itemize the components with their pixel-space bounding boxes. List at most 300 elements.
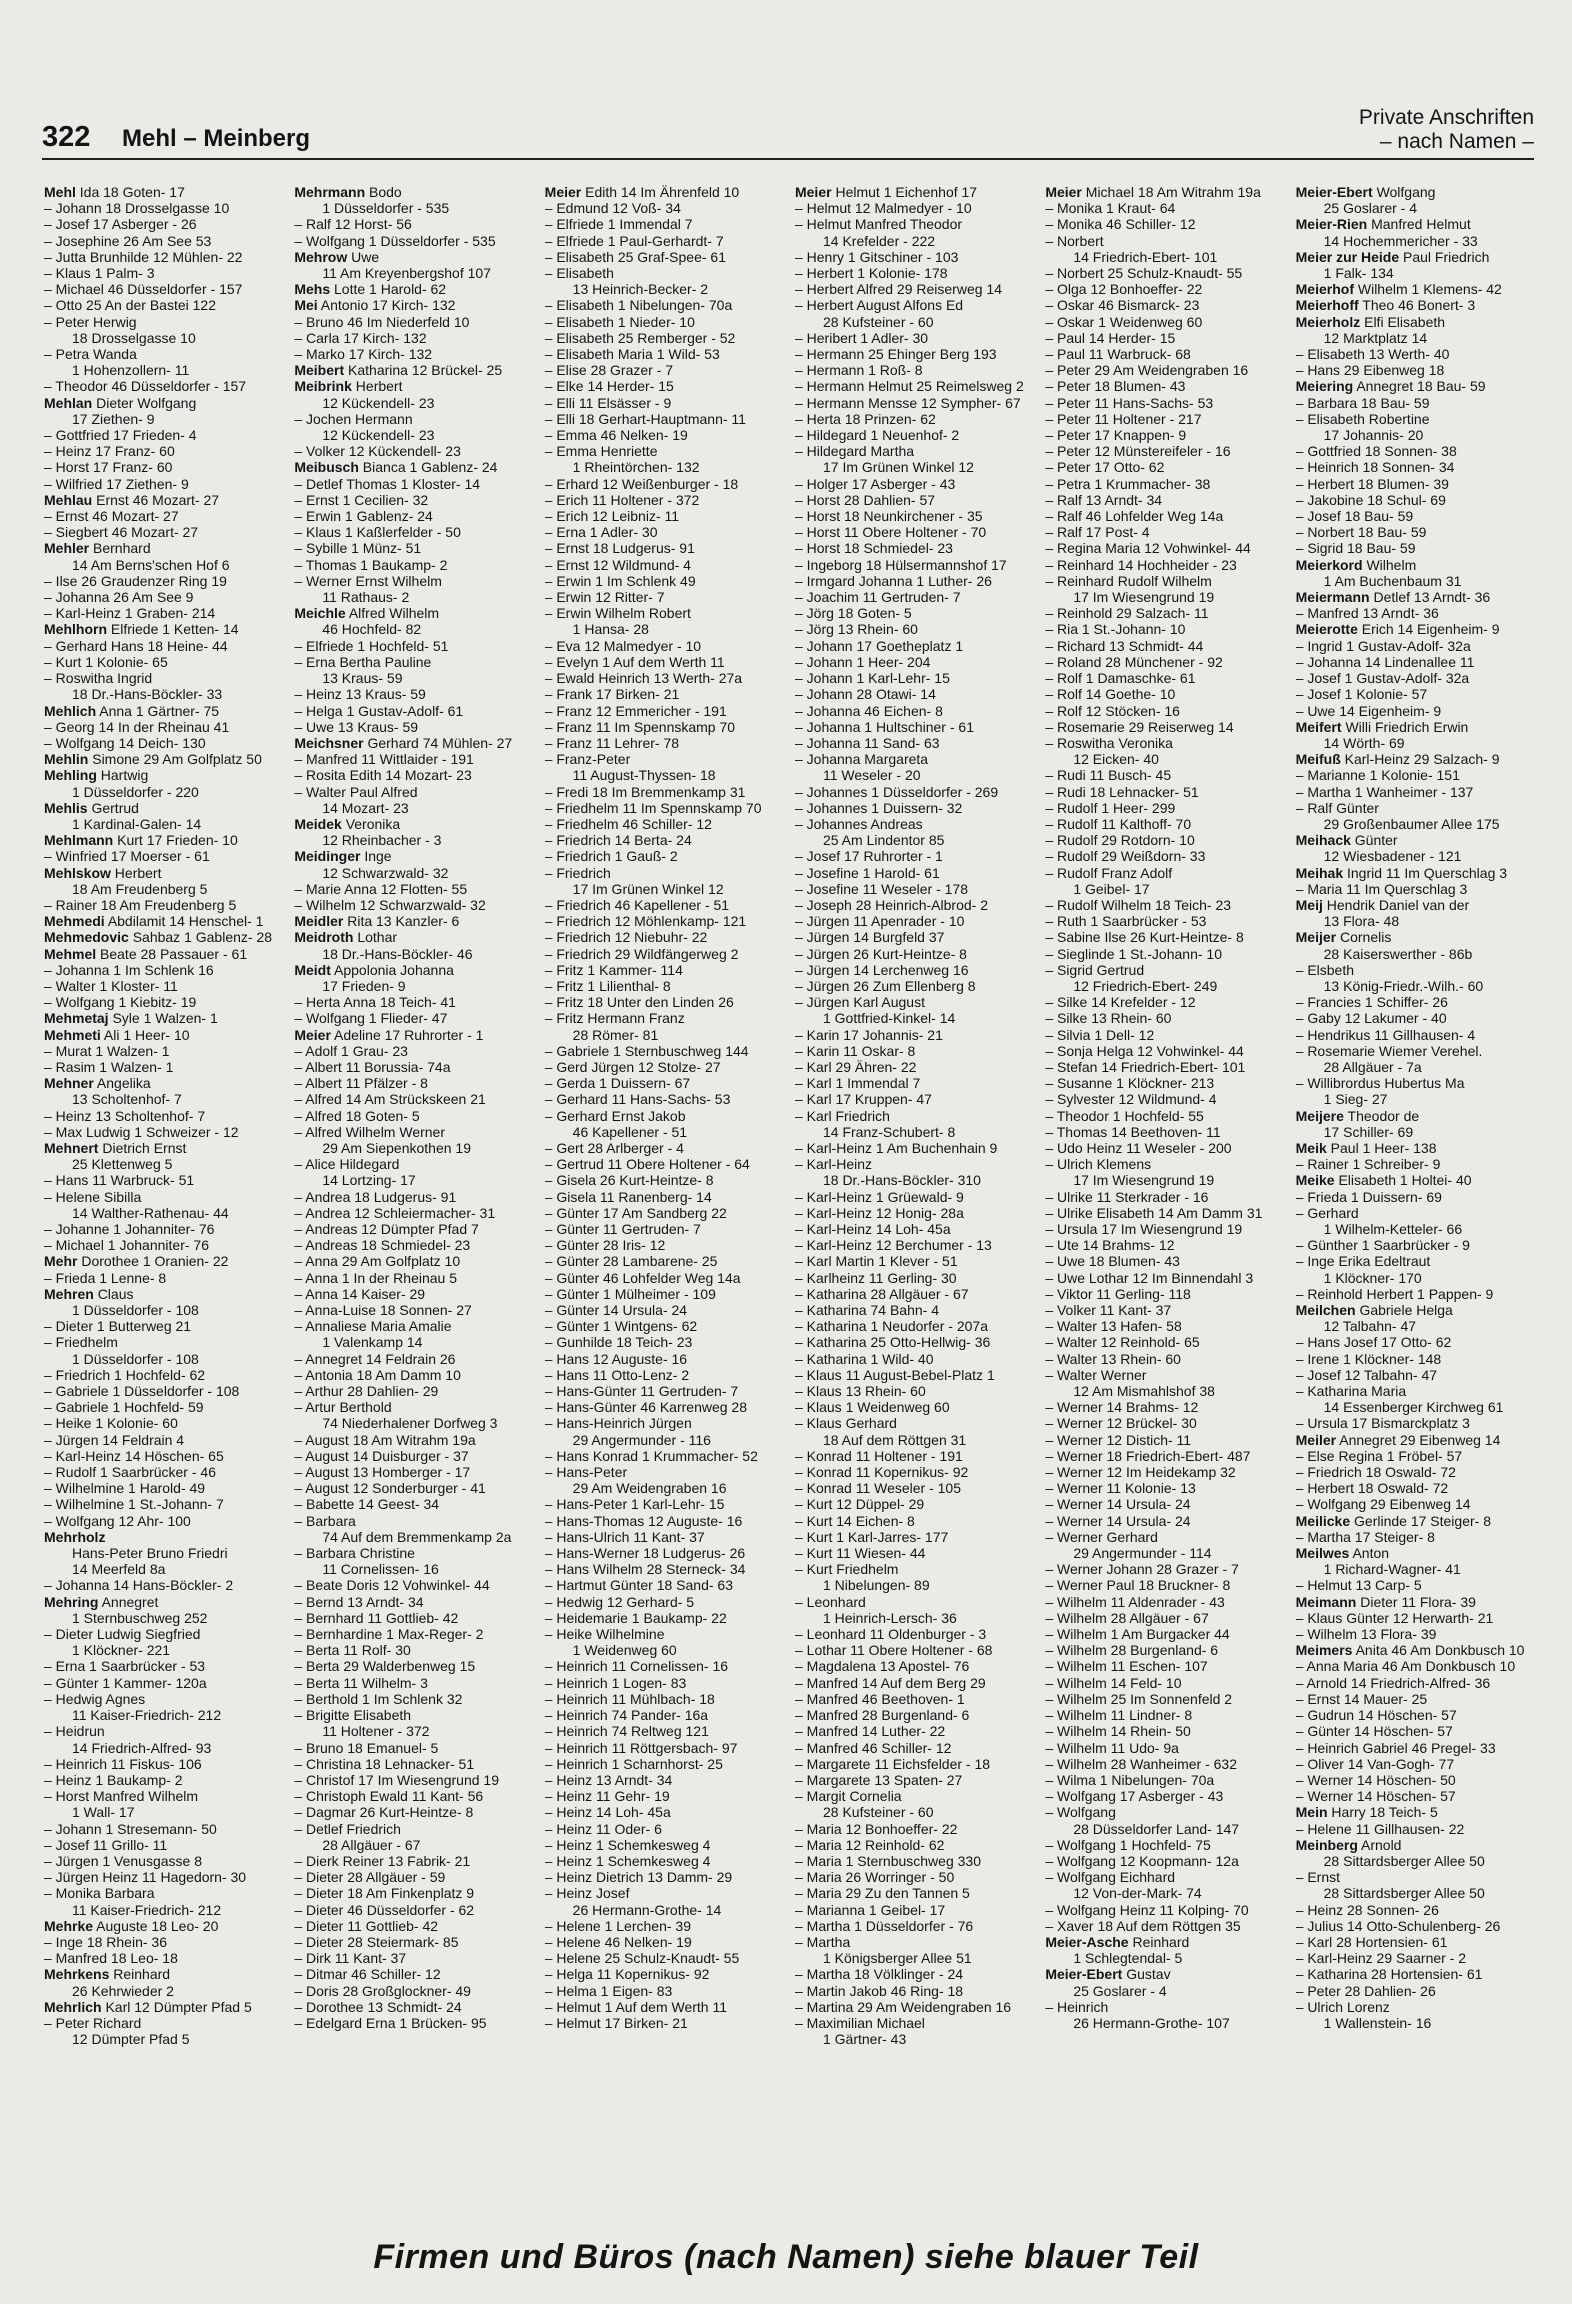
entry-text: – Inge Erika Edeltraut	[1295, 1253, 1431, 1270]
directory-entry	[294, 703, 534, 719]
directory-entry	[294, 978, 534, 994]
entry-text: 11 Kaiser-Friedrich- 212	[72, 1707, 222, 1724]
directory-entry	[294, 2015, 534, 2031]
entry-text: – Wilhelm 11 Eschen- 107	[1045, 1658, 1208, 1675]
entry-text: – Margarete 13 Spaten- 27	[794, 1771, 963, 1788]
directory-entry	[795, 1302, 1035, 1318]
entry-text: – Karl-Heinz	[794, 1156, 873, 1173]
entry-text: – Berta 11 Wilhelm- 3	[294, 1674, 428, 1691]
entry-text: Dorothee 1 Oranien- 22	[81, 1253, 229, 1270]
entry-text: – Werner Johann 28 Grazer - 7	[1045, 1561, 1239, 1578]
directory-entry	[795, 832, 1035, 848]
entry-text: – Martha 18 Völklinger - 24	[794, 1966, 964, 1983]
entry-text: – Otto 25 An der Bastei 122	[44, 297, 217, 314]
entry-text: – Else Regina 1 Fröbel- 57	[1295, 1447, 1463, 1464]
entry-text: – Albert 11 Pfälzer - 8	[294, 1075, 428, 1092]
directory-entry	[795, 1804, 1035, 1820]
directory-entry	[1045, 1221, 1285, 1237]
directory-entry	[1045, 1853, 1285, 1869]
directory-entry	[294, 962, 534, 978]
entry-text: 46 Kapellener - 51	[572, 1123, 688, 1140]
entry-text: 18 Dr.-Hans-Böckler- 46	[322, 945, 473, 962]
entry-text: – Elise 28 Grazer - 7	[544, 362, 674, 379]
directory-entry	[44, 605, 284, 621]
entry-text: – Katharina 28 Allgäuer - 67	[794, 1285, 969, 1302]
directory-entry	[795, 865, 1035, 881]
directory-entry	[545, 427, 785, 443]
entry-text: – Andreas 12 Dümpter Pfad 7	[294, 1221, 479, 1237]
entry-text: – Erhard 12 Weißenburger - 18	[544, 475, 739, 492]
directory-entry	[795, 1577, 1035, 1593]
surname: Mehrow	[294, 248, 348, 265]
entry-text: – Karin 17 Johannis- 21	[794, 1026, 943, 1043]
entry-text: – Franz 12 Emmericher - 191	[544, 702, 727, 719]
entry-text: Ernst 46 Mozart- 27	[96, 491, 220, 508]
entry-text: Auguste 18 Leo- 20	[96, 1917, 219, 1934]
entry-text: – Gabriele 1 Düsseldorfer - 108	[44, 1383, 240, 1400]
directory-entry	[1045, 735, 1285, 751]
entry-text: – Marko 17 Kirch- 132	[294, 346, 433, 363]
entry-text: 28 Kaiserswerther - 86b	[1323, 945, 1473, 962]
entry-text: – Johann 1 Heer- 204	[794, 653, 931, 670]
entry-text: – Winfried 17 Moerser - 61	[44, 848, 210, 865]
entry-text: – Ralf 17 Post- 4	[1045, 524, 1150, 541]
entry-text: 1 Schlegtendal- 5	[1073, 1950, 1183, 1967]
entry-text: – Ute 14 Brahms- 12	[1045, 1237, 1175, 1254]
entry-text: – Johanna 1 Im Schlenk 16	[44, 961, 214, 978]
directory-entry	[1296, 1221, 1536, 1237]
entry-text: 12 Talbahn- 47	[1323, 1318, 1417, 1335]
directory-entry	[294, 670, 534, 686]
directory-entry	[294, 1027, 534, 1043]
directory-entry	[294, 524, 534, 540]
entry-text: – Dieter 28 Allgäuer - 59	[294, 1869, 446, 1886]
entry-text: – Norbert 18 Bau- 59	[1295, 524, 1427, 541]
directory-entry	[294, 1464, 534, 1480]
entry-text: 1 Valenkamp 14	[322, 1334, 423, 1351]
directory-entry	[44, 459, 284, 475]
directory-entry	[795, 1043, 1035, 1059]
directory-entry	[1296, 962, 1536, 978]
directory-entry	[1296, 751, 1536, 767]
directory-entry	[1296, 443, 1536, 459]
directory-entry	[294, 1399, 534, 1415]
entry-text: – Dierk Reiner 13 Fabrik- 21	[294, 1852, 471, 1869]
directory-entry	[545, 1999, 785, 2015]
directory-entry	[1296, 1966, 1536, 1982]
entry-text: – Lothar 11 Obere Holtener - 68	[794, 1642, 993, 1659]
directory-entry	[1045, 994, 1285, 1010]
entry-text: – Martha 17 Steiger- 8	[1295, 1528, 1435, 1545]
directory-entry	[545, 346, 785, 362]
directory-entry	[795, 1334, 1035, 1350]
entry-text: – Peter 17 Otto- 62	[1045, 459, 1165, 476]
surname: Meidt	[294, 961, 331, 978]
directory-entry	[44, 492, 284, 508]
directory-entry	[44, 865, 284, 881]
entry-text: – Gerd Jürgen 12 Stolze- 27	[544, 1058, 721, 1075]
entry-text: – Silke 13 Rhein- 60	[1045, 1010, 1172, 1027]
directory-entry	[1045, 1189, 1285, 1205]
entry-text: 11 Am Kreyenbergshof 107	[322, 265, 491, 282]
entry-text: – Heinz 17 Franz- 60	[44, 443, 175, 460]
directory-entry	[1296, 1594, 1536, 1610]
directory-entry	[795, 670, 1035, 686]
directory-entry	[1296, 314, 1536, 330]
entry-text: – Elfriede 1 Immendal 7	[544, 216, 693, 233]
entry-text: – Wilhelm 28 Wanheimer - 632	[1045, 1755, 1237, 1772]
directory-entry	[1045, 1610, 1285, 1626]
directory-entry	[294, 767, 534, 783]
directory-entry	[545, 994, 785, 1010]
directory-entry	[1045, 1318, 1285, 1334]
directory-entry	[795, 978, 1035, 994]
entry-text: – Johanna 14 Hans-Böckler- 2	[44, 1577, 234, 1594]
entry-text: – Rasim 1 Walzen- 1	[44, 1058, 174, 1075]
surname: Meiermann	[1295, 589, 1370, 606]
entry-text: – Rudi 18 Lehnacker- 51	[1045, 783, 1199, 800]
directory-entry	[1296, 1756, 1536, 1772]
directory-entry	[294, 1545, 534, 1561]
entry-text: – Martha 1 Wanheimer - 137	[1295, 783, 1474, 800]
entry-text: – Karin 11 Oskar- 8	[794, 1042, 916, 1059]
entry-text: – Katharina Maria	[1295, 1383, 1407, 1400]
surname: Meierotte	[1295, 621, 1358, 638]
entry-text: – Heinrich 11 Röttgersbach- 97	[544, 1739, 738, 1756]
directory-entry	[44, 1804, 284, 1820]
entry-text: 1 Wallenstein- 16	[1323, 2014, 1432, 2031]
directory-entry	[545, 605, 785, 621]
directory-entry	[795, 540, 1035, 556]
entry-text: – Peter 28 Dahlien- 26	[1295, 1982, 1436, 1999]
entry-text: Gabriele Helga	[1359, 1302, 1453, 1319]
entry-text: – Manfred 46 Schiller- 12	[794, 1739, 952, 1756]
directory-entry	[545, 1821, 785, 1837]
directory-entry	[1296, 492, 1536, 508]
entry-text: – Doris 28 Großglockner- 49	[294, 1982, 471, 1999]
directory-entry	[545, 200, 785, 216]
entry-text: 12 Schwarzwald- 32	[322, 864, 449, 881]
entry-text: 17 Im Wiesengrund 19	[1073, 589, 1215, 606]
directory-entry	[44, 1740, 284, 1756]
entry-text: – Johanna 1 Hultschiner - 61	[794, 718, 974, 735]
directory-entry	[1296, 832, 1536, 848]
entry-text: Theodor de	[1347, 1107, 1420, 1124]
entry-text: – Irene 1 Klöckner- 148	[1295, 1350, 1442, 1367]
directory-entry	[1296, 1253, 1536, 1269]
entry-text: – Jochen Hermann	[294, 410, 413, 427]
directory-entry	[545, 1513, 785, 1529]
directory-entry	[44, 946, 284, 962]
entry-text: – Walter 13 Rhein- 60	[1045, 1350, 1181, 1367]
entry-text: – Gerda 1 Duissern- 67	[544, 1075, 691, 1092]
surname: Mehr	[44, 1253, 78, 1270]
surname: Mehlau	[44, 491, 93, 508]
directory-entry	[294, 913, 534, 929]
surname: Mehren	[44, 1285, 94, 1302]
surname: Meierholz	[1295, 313, 1361, 330]
entry-text: – Rainer 18 Am Freudenberg 5	[44, 896, 237, 913]
entry-text: – Klaus 1 Kaßlerfelder - 50	[294, 524, 461, 541]
entry-text: Gerlinde 17 Steiger- 8	[1354, 1512, 1491, 1529]
directory-entry	[1045, 1675, 1285, 1691]
entry-text: Inge	[364, 848, 392, 865]
entry-text: – Gerhard Hans 18 Heine- 44	[44, 637, 228, 654]
surname: Mehmeti	[44, 1026, 101, 1043]
entry-text: – Rosemarie 29 Reiserweg 14	[1045, 718, 1234, 735]
surname: Meichsner	[294, 734, 364, 751]
directory-entry	[545, 1626, 785, 1642]
entry-text: 1 Hohenzollern- 11	[72, 362, 190, 379]
entry-text: – Maximilian Michael	[794, 2014, 925, 2031]
entry-text: 14 Meerfeld 8a	[72, 1561, 166, 1578]
entry-text: – Andrea 12 Schleiermacher- 31	[294, 1204, 496, 1221]
surname: Meijere	[1295, 1107, 1344, 1124]
entry-text: Dieter Wolfgang	[96, 394, 197, 411]
entry-text: – Horst 28 Dahlien- 57	[794, 491, 936, 508]
directory-entry	[1296, 703, 1536, 719]
directory-entry	[545, 978, 785, 994]
entry-text: – Jürgen 26 Kurt-Heintze- 8	[794, 945, 967, 962]
directory-entry	[1045, 703, 1285, 719]
directory-entry	[44, 621, 284, 637]
directory-entry	[1296, 395, 1536, 411]
entry-text: – Heinrich	[1045, 1998, 1109, 2015]
directory-entry	[1296, 1399, 1536, 1415]
directory-entry	[795, 1448, 1035, 1464]
name-range: Mehl – Meinberg	[122, 125, 311, 152]
directory-entry	[1045, 459, 1285, 475]
directory-entry	[1045, 1902, 1285, 1918]
surname: Mehler	[44, 540, 90, 557]
directory-entry	[294, 1529, 534, 1545]
entry-text: – Horst 18 Neunkirchener - 35	[794, 508, 983, 525]
entry-text: 25 Am Lindentor 85	[822, 832, 945, 849]
directory-entry	[1296, 427, 1536, 443]
directory-entry	[795, 1723, 1035, 1739]
entry-text: – Roswitha Veronika	[1045, 734, 1173, 751]
entry-text: 25 Klettenweg 5	[72, 1156, 173, 1173]
directory-entry	[44, 1837, 284, 1853]
entry-text: – Ernst 12 Wildmund- 4	[544, 556, 691, 573]
entry-text: – Katharina 1 Wild- 40	[794, 1350, 934, 1367]
directory-entry	[1296, 897, 1536, 913]
entry-text: Bodo	[369, 184, 402, 200]
entry-text: – Wilfried 17 Ziethen- 9	[44, 475, 189, 492]
directory-entry	[1296, 654, 1536, 670]
directory-entry	[545, 848, 785, 864]
entry-text: Bernhard	[93, 540, 151, 557]
entry-text: – Peter 18 Blumen- 43	[1045, 378, 1186, 395]
directory-entry	[1296, 1448, 1536, 1464]
entry-text: – Uwe Lothar 12 Im Binnendahl 3	[1045, 1269, 1254, 1286]
directory-entry	[545, 281, 785, 297]
directory-entry	[294, 1270, 534, 1286]
entry-text: 12 Marktplatz 14	[1323, 329, 1428, 346]
entry-text: – Walter 12 Reinhold- 65	[1045, 1334, 1200, 1351]
directory-entry	[44, 540, 284, 556]
entry-text: – Heinrich 1 Scharnhorst- 25	[544, 1755, 723, 1772]
entry-text: – Günter 1 Mülheimer - 109	[544, 1285, 716, 1302]
directory-entry	[1045, 362, 1285, 378]
directory-entry	[294, 411, 534, 427]
directory-entry	[44, 411, 284, 427]
directory-entry	[1296, 378, 1536, 394]
directory-entry	[795, 1756, 1035, 1772]
entry-text: Alfred Wilhelm	[348, 605, 440, 622]
directory-entry	[1296, 1675, 1536, 1691]
directory-entry	[1296, 281, 1536, 297]
entry-text: – Elisabeth 25 Remberger - 52	[544, 329, 736, 346]
directory-entry	[545, 1383, 785, 1399]
entry-text: – Karl-Heinz 14 Höschen- 65	[44, 1447, 224, 1464]
entry-text: – Heinrich 11 Cornelissen- 16	[544, 1658, 729, 1675]
entry-text: – Jakobine 18 Schul- 69	[1295, 491, 1446, 508]
surname: Meilwes	[1295, 1545, 1350, 1562]
entry-text: – Hans-Thomas 12 Auguste- 16	[544, 1512, 743, 1529]
entry-text: – Josefine 11 Weseler - 178	[794, 880, 969, 897]
entry-text: – Frieda 1 Lenne- 8	[44, 1269, 167, 1286]
entry-text: 25 Goslarer - 4	[1073, 1982, 1167, 1999]
entry-text: – Dieter 28 Steiermark- 85	[294, 1933, 459, 1950]
directory-entry	[44, 1545, 284, 1561]
entry-text: – Elfriede 1 Paul-Gerhardt- 7	[544, 232, 724, 249]
directory-entry	[294, 1189, 534, 1205]
entry-text: – Franz-Peter	[544, 751, 631, 768]
entry-text: 17 Im Grünen Winkel 12	[572, 880, 724, 897]
entry-text: – Manfred 18 Leo- 18	[44, 1950, 178, 1967]
directory-entry	[1296, 1415, 1536, 1431]
entry-text: – Friedrich 29 Wildfängerweg 2	[544, 945, 739, 962]
entry-text: – Wilhelm 14 Feld- 10	[1045, 1674, 1182, 1691]
entry-text: – Volker 11 Kant- 37	[1045, 1302, 1172, 1319]
entry-text: Gertrud	[91, 799, 139, 816]
directory-entry	[44, 1675, 284, 1691]
directory-entry	[294, 314, 534, 330]
entry-text: – Babette 14 Geest- 34	[294, 1496, 440, 1513]
entry-text: – Annegret 14 Feldrain 26	[294, 1350, 456, 1367]
entry-text: – Friedhelm 11 Im Spennskamp 70	[544, 799, 762, 816]
directory-entry	[545, 249, 785, 265]
directory-entry	[545, 184, 785, 200]
entry-text: – Maria 26 Worringer - 50	[794, 1869, 955, 1886]
directory-entry	[545, 654, 785, 670]
directory-entry	[795, 946, 1035, 962]
directory-entry	[1045, 1432, 1285, 1448]
directory-entry	[545, 459, 785, 475]
entry-text: – Wilhelm 11 Udo- 9a	[1045, 1739, 1179, 1756]
directory-entry	[795, 1010, 1035, 1026]
directory-entry	[1045, 1415, 1285, 1431]
directory-entry	[1045, 1594, 1285, 1610]
directory-entry	[795, 1513, 1035, 1529]
directory-entry	[294, 1756, 534, 1772]
entry-text: 12 Friedrich-Ebert- 249	[1073, 977, 1218, 994]
entry-text: – Barbara 18 Bau- 59	[1295, 394, 1430, 411]
directory-entry	[1296, 508, 1536, 524]
directory-entry	[294, 1302, 534, 1318]
directory-entry	[44, 686, 284, 702]
entry-text: 1 Kardinal-Galen- 14	[72, 815, 202, 832]
entry-text: – Helene 1 Lerchen- 39	[544, 1917, 691, 1934]
directory-entry	[294, 427, 534, 443]
entry-text: 28 Sittardsberger Allee 50	[1323, 1885, 1485, 1902]
entry-text: – Erwin 12 Ritter- 7	[544, 589, 665, 606]
directory-entry	[795, 557, 1035, 573]
entry-text: – Beate Doris 12 Vohwinkel- 44	[294, 1577, 490, 1594]
surname: Mehmedi	[44, 913, 105, 930]
directory-entry	[545, 816, 785, 832]
entry-text: 14 Lortzing- 17	[322, 1172, 416, 1189]
entry-text: – Berta 11 Rolf- 30	[294, 1642, 411, 1659]
entry-text: – Willibrordus Hubertus Ma	[1295, 1075, 1465, 1092]
entry-text: – Sigrid Gertrud	[1045, 961, 1145, 978]
entry-text: – Reinhard Rudolf Wilhelm	[1045, 572, 1212, 589]
entry-text: – Günter 14 Höschen- 57	[1295, 1723, 1453, 1740]
directory-entry	[795, 508, 1035, 524]
directory-entry	[1045, 1075, 1285, 1091]
entry-text: – Thomas 14 Beethoven- 11	[1045, 1123, 1221, 1140]
directory-entry	[44, 314, 284, 330]
directory-entry	[1296, 1837, 1536, 1853]
entry-text: – Heinrich 18 Sonnen- 34	[1295, 459, 1455, 476]
directory-entry	[44, 589, 284, 605]
entry-text: 18 Am Freudenberg 5	[72, 880, 208, 897]
entry-text: Annegret 29 Eibenweg 14	[1339, 1431, 1501, 1448]
entry-text: – Ulrich Lorenz	[1295, 1998, 1390, 2015]
directory-entry	[294, 1707, 534, 1723]
directory-entry	[1296, 784, 1536, 800]
directory-entry	[1296, 362, 1536, 378]
entry-text: 1 Weidenweg 60	[572, 1642, 677, 1659]
directory-entry	[1045, 832, 1285, 848]
directory-entry	[1296, 1772, 1536, 1788]
entry-text: – August 13 Homberger - 17	[294, 1464, 471, 1481]
entry-text: – Hans 11 Otto-Lenz- 2	[544, 1366, 690, 1383]
directory-entry	[1045, 1918, 1285, 1934]
directory-entry	[1045, 1788, 1285, 1804]
directory-entry	[44, 1415, 284, 1431]
directory-entry	[545, 1075, 785, 1091]
directory-entry	[545, 1804, 785, 1820]
directory-entry	[44, 1999, 284, 2015]
entry-text: Wilhelm	[1366, 556, 1417, 573]
directory-entry	[294, 1383, 534, 1399]
entry-text: – Jutta Brunhilde 12 Mühlen- 22	[44, 248, 243, 265]
directory-entry	[545, 395, 785, 411]
entry-text: – Elisabeth Robertine	[1295, 410, 1430, 427]
entry-text: Hartwig	[100, 767, 149, 784]
entry-text: – Josef 1 Gustav-Adolf- 32a	[1295, 670, 1470, 687]
entry-text: Harry 18 Teich- 5	[1331, 1804, 1438, 1821]
surname: Meibrink	[294, 378, 352, 395]
entry-text: – Wilhelm 28 Allgäuer - 67	[1045, 1609, 1209, 1626]
directory-entry	[44, 1221, 284, 1237]
entry-text: 12 Wiesbadener - 121	[1323, 848, 1462, 865]
entry-text: – Wilhelm 28 Burgenland- 6	[1045, 1642, 1219, 1659]
directory-entry	[545, 865, 785, 881]
entry-text: Syle 1 Walzen- 1	[112, 1010, 218, 1027]
entry-text: – Wilhelm 1 Am Burgacker 44	[1045, 1626, 1230, 1643]
entry-text: – Ulrike 11 Sterkrader - 16	[1045, 1188, 1209, 1205]
entry-text: – Leonhard 11 Oldenburger - 3	[794, 1626, 987, 1643]
directory-entry	[795, 1626, 1035, 1642]
directory-entry	[795, 314, 1035, 330]
directory-entry	[1296, 476, 1536, 492]
entry-text: – Murat 1 Walzen- 1	[44, 1042, 170, 1059]
directory-entry	[545, 1869, 785, 1885]
directory-entry	[545, 1642, 785, 1658]
